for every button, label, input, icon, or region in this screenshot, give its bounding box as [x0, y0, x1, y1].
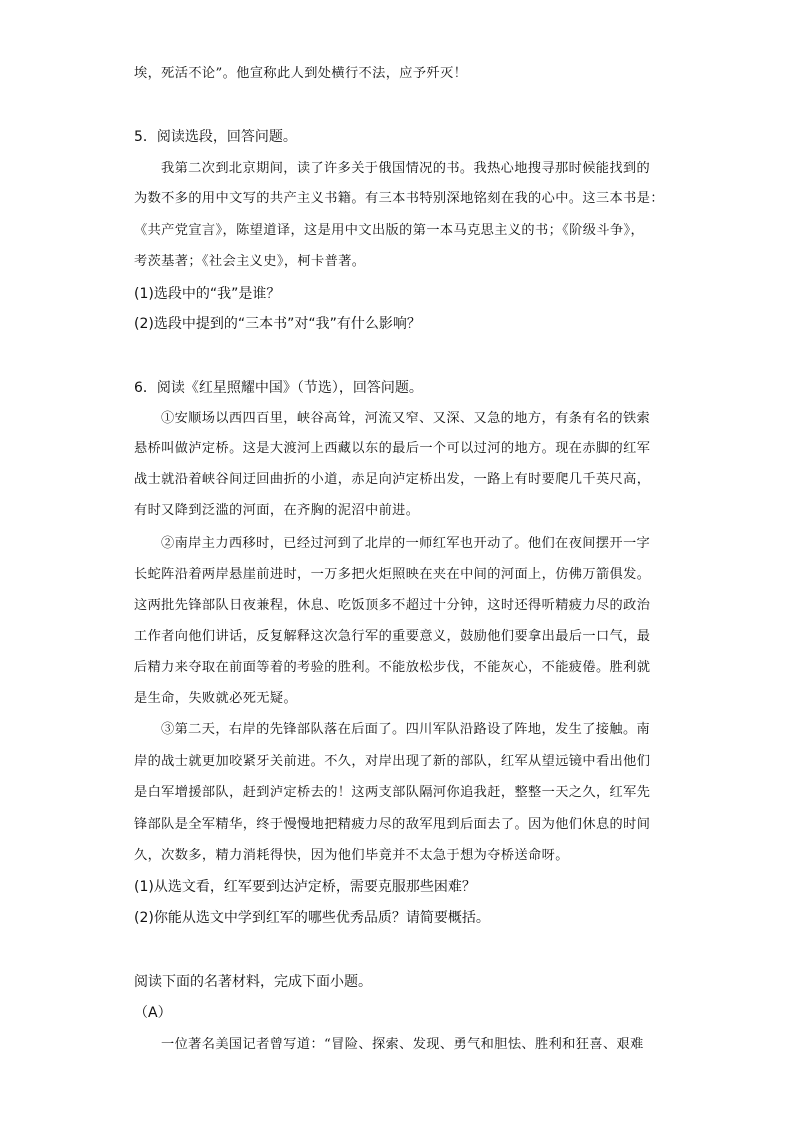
passage-line: 《共产党宣言》，陈望道译，这是用中文出版的第一本马克思主义的书；《阶级斗争》， [134, 223, 645, 238]
passage-line: 是白军增援部队，赶到泸定桥去的！这两支部队隔河你追我赶，整整一天之久，红军先 [134, 785, 651, 800]
passage-line: 我第二次到北京期间，读了许多关于俄国情况的书。我热心地搜寻那时候能找到的 [161, 161, 651, 176]
sub-question: (1)选段中的“我”是谁？ [134, 286, 281, 302]
section-label: （A） [134, 1005, 172, 1021]
passage-line: 有时又降到泛滥的河面，在齐胸的泥沼中前进。 [134, 503, 420, 518]
passage-line: ③第二天，右岸的先锋部队落在后面了。四川军队沿路设了阵地，发生了接触。南 [161, 722, 651, 737]
passage-line: 一位著名美国记者曾写道：“冒险、探索、发现、勇气和胆怯、胜利和狂喜、艰难 [161, 1037, 644, 1052]
sub-question: (2)你能从选文中学到红军的哪些优秀品质？请简要概括。 [134, 910, 490, 926]
passage-line: 后精力来夺取在前面等着的考验的胜利。不能放松步伐，不能灰心，不能疲倦。胜利就 [134, 660, 651, 675]
question-5-heading: 5．阅读选段，回答问题。 [134, 129, 297, 145]
question-6-heading: 6．阅读《红星照耀中国》（节选），回答问题。 [134, 380, 423, 396]
section-instruction: 阅读下面的名著材料，完成下面小题。 [134, 974, 372, 990]
passage-line: 是生命，失败就必死无疑。 [134, 691, 298, 706]
passage-line: ①安顺场以西四百里，峡谷高耸，河流又窄、又深、又急的地方，有条有名的铁索 [161, 411, 651, 426]
passage-line: 为数不多的用中文写的共产主义书籍。有三本书特别深地铭刻在我的心中。这三本书是： [134, 191, 664, 206]
sub-question: (2)选段中提到的“三本书”对“我”有什么影响？ [134, 316, 421, 332]
passage-line: 久，次数多，精力消耗得快，因为他们毕竟并不太急于想为夺桥送命呀。 [134, 848, 569, 863]
passage-line: 长蛇阵沿着两岸悬崖前进时，一万多把火炬照映在夹在中间的河面上，仿佛万箭俱发。 [134, 567, 651, 582]
passage-line: 考茨基著；《社会主义史》，柯卡普著。 [134, 254, 366, 269]
passage-line: 锋部队是全军精华，终于慢慢地把精疲力尽的敌军甩到后面去了。因为他们休息的时间 [134, 817, 651, 832]
text-line: 埃，死活不论”。他宣称此人到处横行不法，应予歼灭！ [134, 66, 468, 81]
sub-question: (1)从选文看，红军要到达泸定桥，需要克服那些困难？ [134, 879, 476, 895]
passage-line: 工作者向他们讲话，反复解释这次急行军的重要意义，鼓励他们要拿出最后一口气，最 [134, 629, 651, 644]
passage-line: 战士就沿着峡谷间迂回曲折的小道，赤足向泸定桥出发，一路上有时要爬几千英尺高， [134, 472, 651, 487]
passage-line: 岸的战士就更加咬紧牙关前进。不久，对岸出现了新的部队，红军从望远镜中看出他们 [134, 754, 651, 769]
passage-line: ②南岸主力西移时，已经过河到了北岸的一师红军也开动了。他们在夜间摆开一字 [161, 536, 651, 551]
passage-line: 悬桥叫做泸定桥。这是大渡河上西藏以东的最后一个可以过河的地方。现在赤脚的红军 [134, 441, 651, 456]
passage-line: 这两批先锋部队日夜兼程，休息、吃饭顶多不超过十分钟，这时还得听精疲力尽的政治 [134, 598, 651, 613]
